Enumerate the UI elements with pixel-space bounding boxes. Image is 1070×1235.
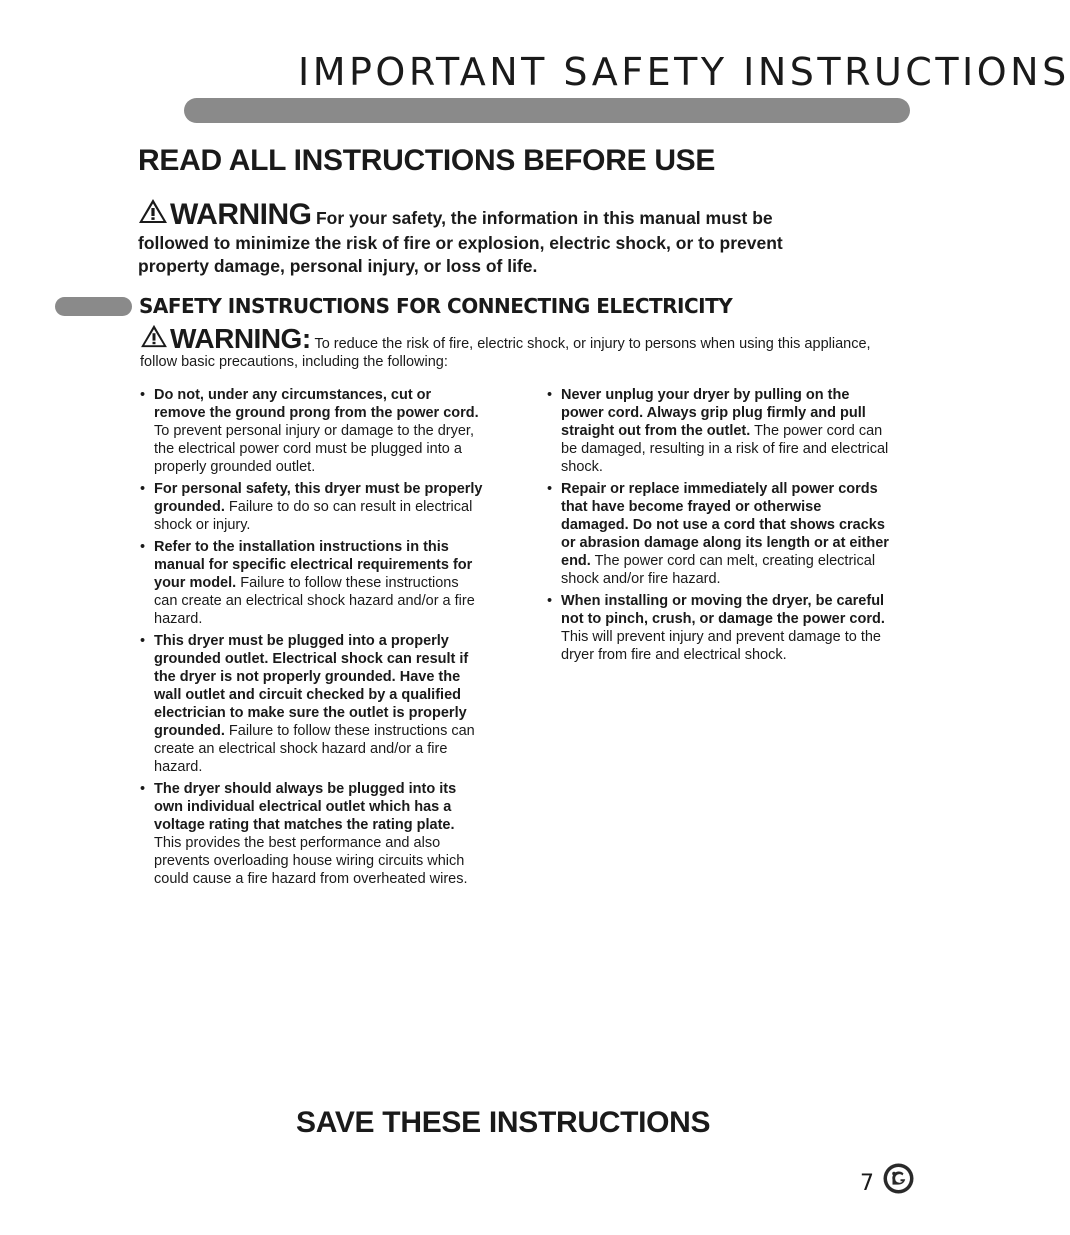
section-warning [140,324,900,371]
lg-logo-icon [883,1163,914,1194]
bullets-right-column [547,386,892,668]
list-item: • This dryer must be plugged into a properly grounded outlet. Electrical shock can result if the dryer is not properly grounded. Have the wall outlet and circuit checked by a qualified electrician to make sure the outlet is properly grounded. Failure to follow these instructions can create an electrical shock hazard and/or a fire hazard. [140,633,475,775]
list-item: • Never unplug your dryer by pulling on the power cord. Always grip plug firmly and pull straight out from the outlet. The power cord can be damaged, resulting in a risk of fire and electrical shock. [547,387,889,475]
list-item: • Repair or replace immediately all power cords that have become frayed or otherwise damaged. Do not use a cord that shows cracks or abrasion damage along its length or at either end. The power cord can melt, creating electrical shock and/or fire hazard. [547,481,889,587]
save-instructions-heading: SAVE THESE INSTRUCTIONS [296,1106,711,1139]
list-item: • Do not, under any circumstances, cut or remove the ground prong from the power cord. To prevent personal injury or damage to the dryer, the electrical power cord must be plugged into a properly grounded outlet. [140,387,479,475]
intro-warning-text: For your safety, the information in this manual must be followed to minimize the risk of fire or explosion, electric shock, or to prevent property damage, personal injury, or loss of life. [138,208,783,276]
page-number: 7 [860,1171,874,1196]
list-item: • When installing or moving the dryer, be careful not to pinch, crush, or damage the power cord. This will prevent injury and prevent damage to the dryer from fire and electrical shock. [547,593,885,663]
section-warning-text: To reduce the risk of fire, electric shock, or injury to persons when using this appliance, follow basic precautions, including the following: [140,336,871,370]
list-item: • For personal safety, this dryer must be properly grounded. Failure to do so can result in electrical shock or injury. [140,481,483,533]
list-item: • The dryer should always be plugged into its own individual electrical outlet which has a voltage rating that matches the rating plate. This provides the best performance and also prevents overloading house wiring circuits which could cause a fire hazard from overheated wires. [140,781,468,887]
warning-label: WARNING: [170,323,311,354]
intro-warning [138,198,838,278]
warning-label: WARNING [170,198,312,231]
section-marker [55,297,132,316]
list-item: • Refer to the installation instructions in this manual for specific electrical requirements for your model. Failure to follow these instructions can create an electrical shock hazard and/or a fire hazard. [140,539,475,627]
bullets-left-column [140,386,485,892]
read-all-heading: READ ALL INSTRUCTIONS BEFORE USE [138,144,716,177]
header-title: IMPORTANT SAFETY INSTRUCTIONS [298,50,1070,94]
warning-triangle-icon [138,198,168,229]
section-title: SAFETY INSTRUCTIONS FOR CONNECTING ELECTRICITY [139,294,733,318]
header-bar [184,98,910,123]
warning-triangle-icon [140,324,168,353]
